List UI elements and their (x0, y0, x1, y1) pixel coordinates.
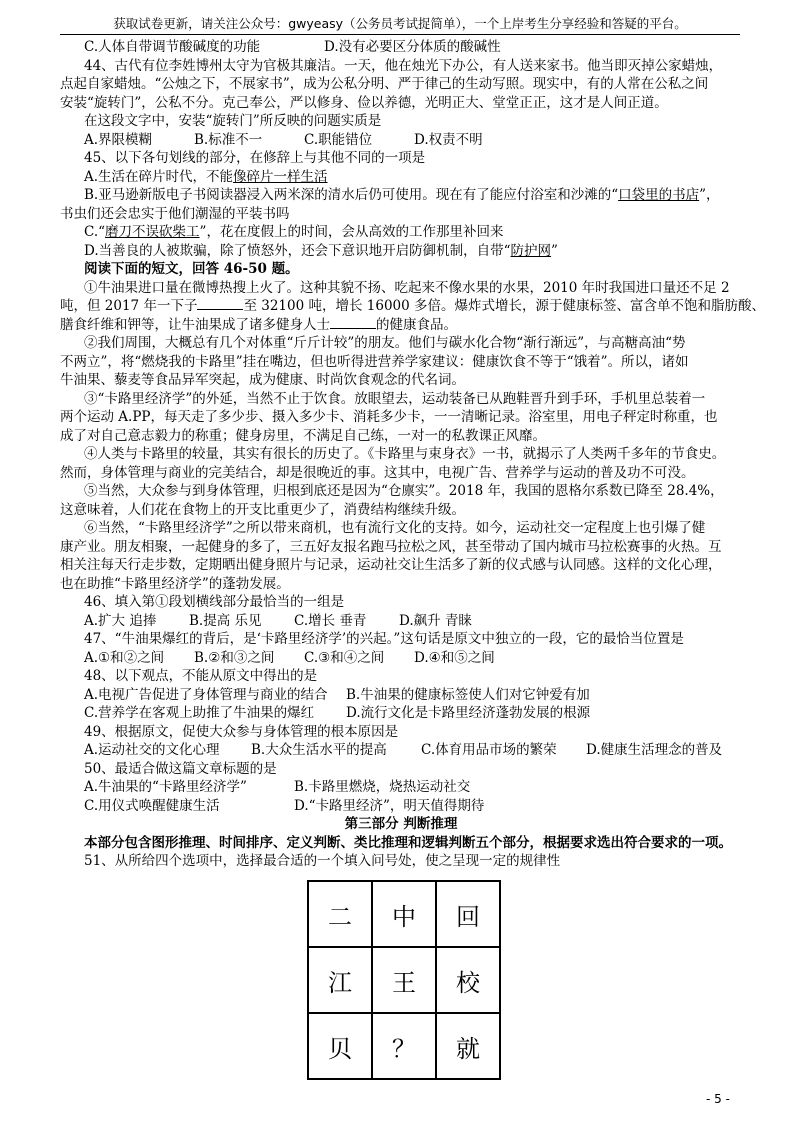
q46-option-a: A.扩大 追捧 (84, 612, 157, 629)
q46-option-d: D.飙升 青睐 (399, 612, 472, 629)
passage-p1 (60, 316, 742, 335)
q48-option-d: D.流行文化是卡路里经济蓬勃发展的根源 (346, 705, 591, 721)
underlined-phrase: 防护网 (510, 242, 552, 259)
option-text: A.生活在碎片时代，不能 (84, 168, 234, 185)
option-text: C.“ (84, 224, 106, 240)
grid-row (308, 947, 500, 1013)
q43-options (60, 38, 742, 57)
passage-p2: 不两立”，将“燃烧我的卡路里”挂在嘴边，但也听得进营养学家建议：健康饮食不等于“饿着”。所以，诸如 (60, 353, 689, 370)
q48-options-row2 (60, 704, 742, 723)
q48-option-b: B.牛油果的健康标签使人们对它钟爱有加 (346, 686, 590, 703)
passage-p3: 两个运动 A.PP，每天走了多少步、摄入多少卡、消耗多少卡，一一清晰记录。浴室里，用电子秤定时称重，也 (60, 409, 718, 425)
passage-p1 (60, 297, 766, 316)
q47-stem: 47、“牛油果爆红的背后，是‘卡路里经济学’的兴起。”这句话是原文中独立的一段，它的最恰当位置是 (84, 631, 684, 647)
passage-p1: ①牛油果进口量在微博热搜上火了。这种其貌不扬、吃起来不像水果的水果，2010 年时我国进口量还不足 2 (84, 279, 730, 296)
q46-options (60, 612, 742, 631)
q44-text: 44、古代有位李姓博州太守为官极其廉洁。一天，他在烛光下办公，有人送来家书。他当即灭掉公家蜡烛， (84, 57, 723, 74)
passage-p2: 牛油果、藜麦等食品异军突起，成为健康、时尚饮食观念的代名词。 (60, 372, 465, 388)
grid-cell: 二 (308, 881, 372, 947)
character-grid (307, 880, 501, 1080)
q47-options (60, 649, 742, 668)
passage-text: 吨，但 2017 年一下子 (60, 298, 198, 314)
q46-stem: 46、填入第①段划横线部分最恰当的一组是 (84, 594, 345, 610)
grid-cell: 中 (372, 881, 436, 947)
reading-intro: 阅读下面的短文，回答 46-50 题。 (84, 261, 299, 277)
q51-stem: 51、从所给四个选项中，选择最合适的一个填入问号处，使之呈现一定的规律性 (84, 853, 561, 869)
q44-option-a: A.界限模糊 (84, 131, 153, 148)
passage-p3: ③“卡路里经济学”的外延，当然不止于饮食。放眼望去，运动装备已从跑鞋晋升到手环，手机里总装着一 (84, 390, 706, 407)
q44-text: 点起自家蜡烛。“公烛之下，不展家书”，成为公私分明、严于律己的生动写照。现实中，有的人常在公私之间 (60, 76, 709, 92)
underlined-phrase: 像碎片一样生活 (233, 168, 328, 185)
passage-p2: ②我们周围，大概总有几个对体重“斤斤计较”的朋友。他们与碳水化合物“渐行渐远”，与高糖高油“势 (84, 335, 686, 351)
section-intro: 本部分包含图形推理、时间排序、定义判断、类比推理和逻辑判断五个部分，根据要求选出符合要求的一项。 (84, 834, 732, 851)
q49-option-d: D.健康生活理念的普及 (586, 742, 723, 758)
q48-options-row1 (60, 686, 742, 705)
q49-options (60, 741, 742, 760)
fill-blank (197, 297, 243, 310)
q45-option-d (60, 242, 742, 261)
q47-option-c: C.③和④之间 (304, 649, 385, 666)
q45-option-c (60, 223, 742, 242)
q50-option-b: B.卡路里燃烧，烧热运动社交 (294, 779, 471, 795)
q50-stem: 50、最适合做这篇文章标题的是 (84, 760, 277, 777)
page-body (60, 38, 766, 871)
q49-option-c: C.体育用品市场的繁荣 (421, 742, 557, 758)
q45-option-b (60, 186, 742, 205)
q47-option-d: D.④和⑤之间 (414, 649, 495, 666)
page-header: 获取试卷更新，请关注公众号：gwyeasy（公务员考试捉简单），一个上岸考生分享经验和答疑的平台。 (60, 14, 740, 35)
grid-cell-question: ？ (372, 1013, 436, 1079)
q49-stem: 49、根据原文，促使大众参与身体管理的根本原因是 (84, 723, 399, 740)
passage-p4: ④人类与卡路里的较量，其实有很长的历史了。《卡路里与束身衣》一书，就揭示了人类两千多年的节食史。 (84, 446, 726, 462)
passage-p3: 成了对自己意志毅力的称重；健身房里，不满足自己练，一对一的私教课正风靡。 (60, 427, 546, 444)
passage-p6: ⑥当然，“卡路里经济学”之所以带来商机，也有流行文化的支持。如今，运动社交一定程度上也引爆了健 (84, 520, 706, 536)
q46-option-b: B.提高 乐见 (189, 612, 262, 629)
option-text: ” (551, 242, 558, 259)
q46-option-c: C.增长 垂青 (294, 612, 367, 629)
passage-text: 膳食纤维和钾等，让牛油果成了诸多健身人士 (60, 316, 330, 333)
grid-cell: 校 (436, 947, 500, 1013)
passage-p6: 也在助推“卡路里经济学”的蓬勃发展。 (60, 575, 290, 592)
option-text: ”，花在度假上的时间，会从高效的工作那里补回来 (199, 224, 504, 240)
option-text: ”， (699, 187, 720, 203)
q44-option-b: B.标准不一 (194, 131, 263, 148)
passage-p5: 这意味着，人们花在食物上的开支比重更少了，消费结构继续升级。 (60, 501, 465, 518)
grid-row (308, 881, 500, 947)
grid-cell: 就 (436, 1013, 500, 1079)
page-number: - 5 - (706, 1092, 730, 1106)
underlined-phrase: 口袋里的书店 (618, 187, 700, 203)
grid-cell: 王 (372, 947, 436, 1013)
q44-options (60, 131, 742, 150)
q47-option-b: B.②和③之间 (194, 649, 275, 666)
grid-cell: 贝 (308, 1013, 372, 1079)
q43-option-c: C.人体自带调节酸碱度的功能 (84, 39, 261, 55)
q47-option-a: A.①和②之间 (84, 649, 165, 666)
q50-option-a: A.牛油果的“卡路里经济学” (84, 779, 247, 795)
underlined-phrase: 磨刀不误砍柴工 (105, 224, 200, 240)
q50-options-row2 (60, 797, 742, 816)
q48-option-c: C.营养学在客观上助推了牛油果的爆红 (84, 705, 315, 721)
option-text: D.当善良的人被欺骗，除了愤怒外，还会下意识地开启防御机制，自带“ (84, 242, 511, 259)
q45-option-a (60, 168, 742, 187)
passage-text: 至 32100 吨，增长 16000 多倍。爆炸式增长，源于健康标签、富含单不饱和脂肪酸、 (243, 298, 766, 314)
q49-option-b: B.大众生活水平的提高 (251, 742, 387, 758)
passage-p4: 然而，身体管理与商业的完美结合，却是很晚近的事。这其中，电视广告、营养学与运动的普及功不可没。 (60, 464, 695, 481)
passage-text: 的健康食品。 (376, 316, 457, 333)
option-text: B.亚马逊新版电子书阅读器浸入两米深的清水后仍可使用。现在有了能应付浴室和沙滩的“ (84, 187, 619, 203)
q50-options-row1 (60, 778, 742, 797)
q45-stem: 45、以下各句划线的部分，在修辞上与其他不同的一项是 (84, 150, 426, 166)
section-title: 第三部分 判断推理 (344, 816, 458, 832)
q44-option-c: C.职能错位 (304, 131, 373, 148)
q48-option-a: A.电视广告促进了身体管理与商业的结合 (84, 686, 328, 703)
q44-stem: 在这段文字中，安装“旋转门”所反映的问题实质是 (84, 113, 382, 129)
grid-row (308, 1013, 500, 1079)
passage-p5: ⑤当然，大众参与到身体管理，归根到底还是因为“仓廪实”。2018 年，我国的恩格尔系数已降至 28.4%， (84, 483, 724, 499)
grid-cell: 回 (436, 881, 500, 947)
q43-option-d: D.没有必要区分体质的酸碱性 (324, 39, 501, 55)
passage-p6: 相关注每天行走步数，定期晒出健身照片与记录，运动社交让生活多了新的仪式感与认同感。这样的文化心理， (60, 557, 722, 573)
fill-blank (330, 316, 376, 329)
q44-option-d: D.权责不明 (414, 131, 483, 148)
q44-text: 安装“旋转门”，公私不分。克己奉公，严以修身、俭以养德，光明正大、堂堂正正，这才是人间正道。 (60, 94, 668, 111)
grid-cell: 江 (308, 947, 372, 1013)
q50-option-c: C.用仪式唤醒健康生活 (84, 797, 220, 814)
passage-p6: 康产业。朋友相聚，一起健身的多了，三五好友报名跑马拉松之风，甚至带动了国内城市马拉松赛事的火热。互 (60, 538, 722, 555)
q50-option-d: D.“卡路里经济”，明天值得期待 (294, 797, 485, 814)
q48-stem: 48、以下观点，不能从原文中得出的是 (84, 668, 318, 684)
q45-option-b-cont: 书虫们还会忠实于他们潮湿的平装书吗 (60, 205, 290, 222)
q49-option-a: A.运动社交的文化心理 (84, 742, 220, 758)
